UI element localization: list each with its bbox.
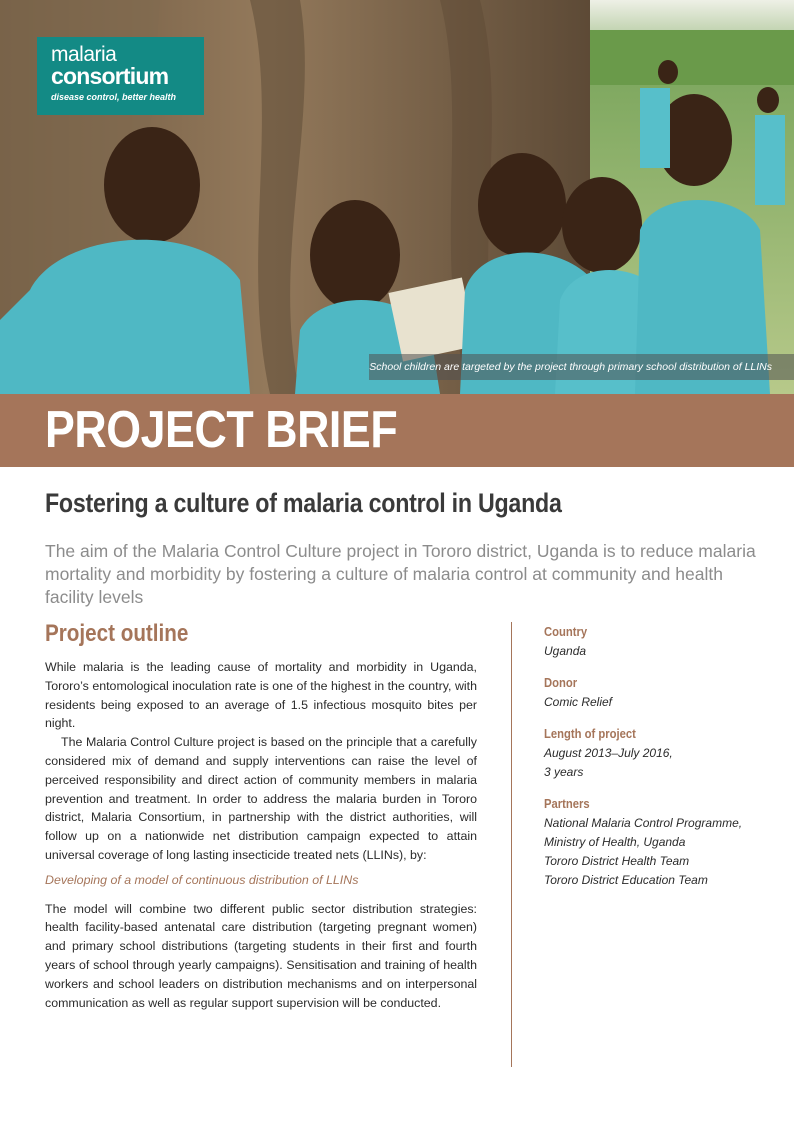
project-brief-band <box>0 394 794 467</box>
length-group <box>544 726 774 782</box>
project-facts-sidebar <box>544 624 774 904</box>
outline-subheading: Developing of a model of continuous distribution of LLINs <box>45 872 359 887</box>
photo-caption: School children are targeted by the project through primary school distribution of LLINs <box>369 354 794 380</box>
partner-item: Tororo District Health Team <box>544 854 690 868</box>
partner-item: Tororo District Education Team <box>544 873 708 887</box>
outline-paragraph-3: The model will combine two different public sector distribution strategies: health facility-based antenatal care distribution (targeting pregnant women) and primary school distributions (targeting students in their first and fourth years of school through yearly campaigns). Sensitisation and training of health workers and school leaders on distribution mechanisms and on interpersonal communication as well as regular support supervision will be conducted. <box>45 901 477 1010</box>
project-outline-heading: Project outline <box>45 620 189 647</box>
partners-group <box>544 796 774 890</box>
partner-item: Ministry of Health, Uganda <box>544 835 686 849</box>
logo-line-1: malaria <box>51 43 117 66</box>
length-dates: August 2013–July 2016, <box>544 746 673 760</box>
cover-photo <box>0 0 794 394</box>
project-brief-heading: PROJECT BRIEF <box>45 401 398 459</box>
donor-group <box>544 675 774 712</box>
country-label: Country <box>544 625 588 639</box>
length-label: Length of project <box>544 727 636 741</box>
donor-label: Donor <box>544 676 578 690</box>
page-title: Fostering a culture of malaria control in Uganda <box>45 488 562 518</box>
logo-line-2: consortium <box>51 63 169 89</box>
outline-paragraph-2: The Malaria Control Culture project is based on the principle that a carefully considered mix of demand and supply interventions can raise the level of perceived responsibility and direct action of community members in malaria prevention and treatment. In order to address the malaria burden in Tororo district, Malaria Consortium, in partnership with the district authorities, will follow up on a nationwide net distribution campaign expected to attain universal coverage of long lasting insecticide treated nets (LLINs), by: <box>45 735 477 862</box>
donor-value: Comic Relief <box>544 695 613 709</box>
column-divider <box>511 622 512 1067</box>
lede-paragraph: The aim of the Malaria Control Culture project in Tororo district, Uganda is to reduce malaria mortality and morbidity by fostering a culture of malaria control at community and health facility levels <box>45 541 756 607</box>
logo-tagline: disease control, better health <box>51 92 177 102</box>
outline-paragraph-1: While malaria is the leading cause of mortality and morbidity in Uganda, Tororo’s entomological inoculation rate is one of the highest in the country, with residents being exposed to an average of 1.5 infectious mosquito bites per night. <box>45 660 477 731</box>
partners-label: Partners <box>544 797 590 811</box>
country-group <box>544 624 774 661</box>
partner-item: National Malaria Control Programme, <box>544 816 743 830</box>
length-years: 3 years <box>544 765 584 779</box>
malaria-consortium-logo <box>37 37 204 115</box>
country-value: Uganda <box>544 644 587 658</box>
project-outline-body <box>45 658 477 1012</box>
